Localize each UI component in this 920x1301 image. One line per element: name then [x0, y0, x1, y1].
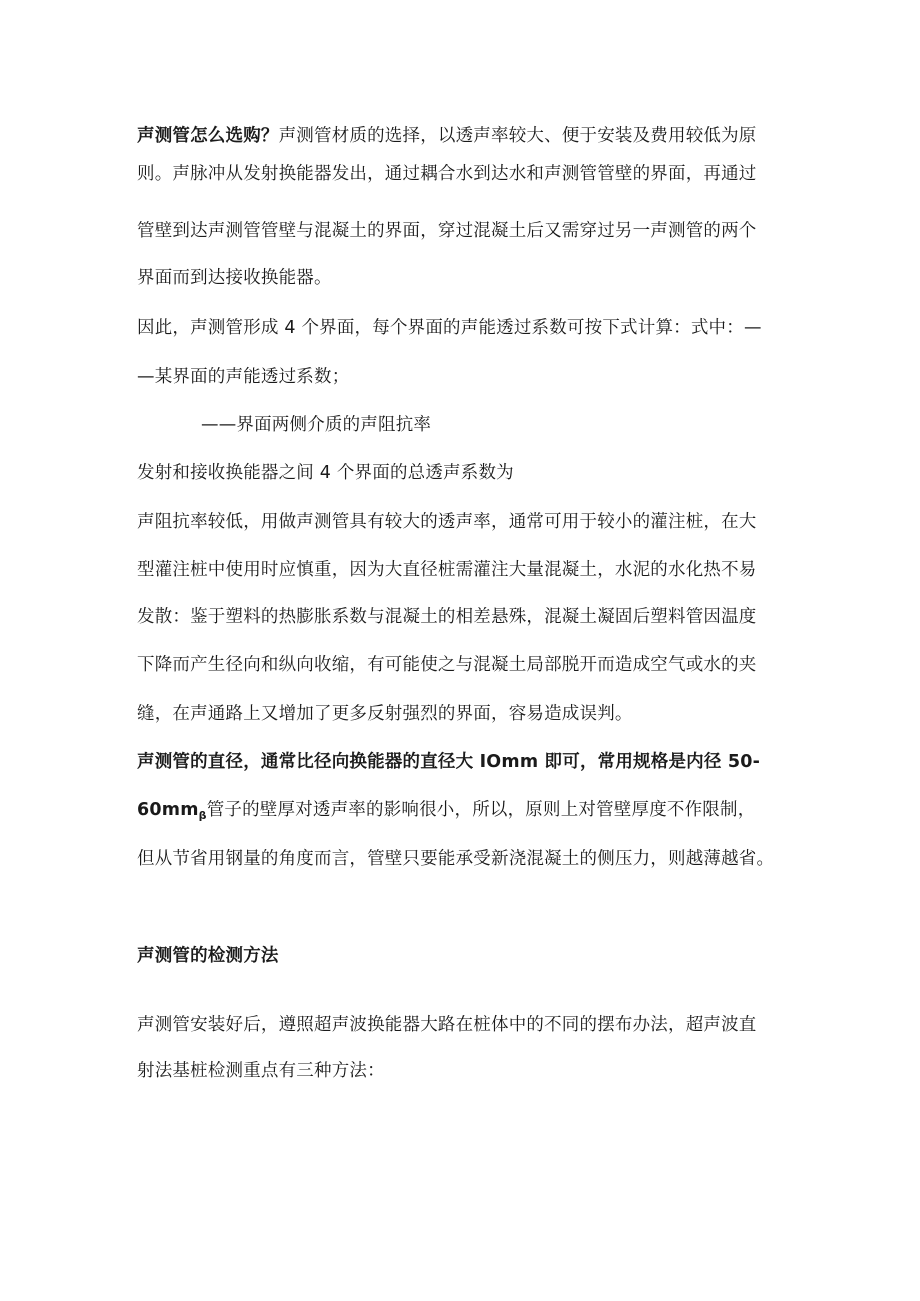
paragraph-line: 声测管安装好后，遵照超声波换能器大路在桩体中的不同的摆布办法，超声波直 — [137, 1015, 757, 1035]
paragraph-line: 型灌注桩中使用时应慎重，因为大直径桩需灌注大量混凝土，水泥的水化热不易 — [137, 560, 757, 580]
paragraph-line: 则。声脉冲从发射换能器发出，通过耦合水到达水和声测管管壁的界面，再通过 — [137, 164, 757, 184]
paragraph-line: 管壁到达声测管管壁与混凝土的界面，穿过混凝土后又需穿过另一声测管的两个 — [137, 221, 757, 241]
spec-subscript: β — [198, 809, 207, 822]
paragraph-line: 射法基桩检测重点有三种方法： — [137, 1061, 385, 1081]
paragraph-line: 但从节省用钢量的角度而言，管壁只要能承受新浇混凝土的侧压力，则越薄越省。 — [137, 849, 775, 869]
paragraph-line: 下降而产生径向和纵向收缩，有可能使之与混凝土局部脱开而造成空气或水的夹 — [137, 655, 757, 675]
paragraph-line: ——界面两侧介质的声阻抗率 — [201, 415, 432, 435]
paragraph-text: 管子的壁厚对透声率的影响很小，所以，原则上对管壁厚度不作限制， — [206, 800, 756, 820]
paragraph-line: 发射和接收换能器之间 4 个界面的总透声系数为 — [137, 463, 514, 483]
paragraph-line — [137, 124, 757, 148]
paragraph-line: —某界面的声能透过系数； — [137, 367, 350, 387]
paragraph-line: 发散：鉴于塑料的热膨胀系数与混凝土的相差悬殊，混凝土凝固后塑料管因温度 — [137, 607, 757, 627]
paragraph-line: 声阻抗率较低，用做声测管具有较大的透声率，通常可用于较小的灌注桩，在大 — [137, 512, 757, 532]
spec-value: 60mm — [137, 800, 199, 820]
paragraph-line: 因此，声测管形成 4 个界面，每个界面的声能透过系数可按下式计算：式中：— — [137, 318, 762, 338]
paragraph-line: 声测管的直径，通常比径向换能器的直径大 IOmm 即可，常用规格是内径 50- — [137, 752, 761, 772]
paragraph-line: 缝，在声通路上又增加了更多反射强烈的界面，容易造成误判。 — [137, 704, 633, 724]
paragraph-text: 声测管材质的选择，以透声率较大、便于安装及费用较低为原 — [278, 126, 757, 146]
paragraph-line — [137, 798, 755, 828]
paragraph-heading: 声测管怎么选购？ — [137, 126, 279, 146]
section-title: 声测管的检测方法 — [137, 946, 279, 966]
paragraph-line: 界面而到达接收换能器。 — [137, 268, 332, 288]
